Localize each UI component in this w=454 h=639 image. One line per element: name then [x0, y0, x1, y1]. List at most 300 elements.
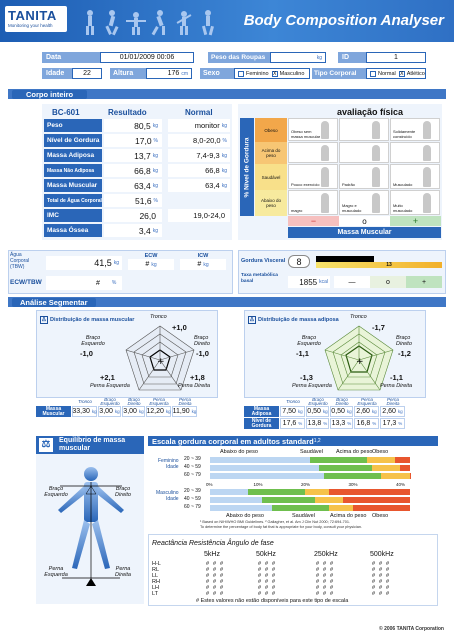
- adiposa-table-unit: %: [298, 421, 303, 426]
- corpo-row-unit: %: [153, 137, 158, 144]
- muscular-table-cell: [72, 406, 97, 417]
- corpo-row-unit: kg: [152, 152, 158, 159]
- reactancia-hash: #: [386, 585, 390, 591]
- ecw-tbw-unit: %: [111, 280, 117, 286]
- escala-age-range: 40 ~ 59: [184, 464, 201, 470]
- muscular-table-value: 12,20: [146, 408, 164, 415]
- corpo-row-value: [104, 224, 162, 237]
- tipo-normal-checkbox[interactable]: [370, 71, 376, 77]
- avaliacao-axis-box: [240, 118, 254, 216]
- altura-value-box: [146, 68, 192, 79]
- person-figure-icon: [321, 167, 329, 187]
- reactancia-hash: #: [330, 561, 334, 567]
- corpo-row-value: [104, 134, 162, 147]
- reactancia-hash: #: [213, 585, 217, 591]
- avaliacao-minus-cell: [288, 216, 339, 226]
- escala-tick: 0%: [206, 482, 213, 487]
- corpo-row-unit: kg: [152, 122, 158, 129]
- adiposa-table-cell: [354, 418, 379, 429]
- adiposa-table-unit: %: [398, 421, 403, 426]
- adiposa-table-cell: [380, 406, 405, 417]
- corpo-row-value: [104, 209, 162, 222]
- body-figure-icon: [48, 460, 134, 600]
- agua-unit: kg: [113, 260, 119, 266]
- adiposa-table-unit: %: [372, 421, 377, 426]
- reactancia-hash: #: [372, 579, 376, 585]
- reactancia-hash: #: [330, 573, 334, 579]
- corpo-row-normal-text: 63,4: [205, 181, 220, 190]
- muscular-table-unit: kg: [165, 409, 171, 414]
- adiposa-table-cell: [280, 418, 305, 429]
- corpo-row-value-text: 80,5: [134, 120, 151, 131]
- escala-tick: 40%: [396, 482, 406, 487]
- reactancia-hash: #: [213, 591, 217, 597]
- visceral-scale-end: 13: [386, 262, 392, 268]
- metab-plus-cell: [406, 276, 442, 288]
- normal-header: Normal: [185, 107, 213, 117]
- reactancia-hash: #: [220, 567, 224, 573]
- escala-masculino-bar: [210, 489, 400, 495]
- escala-bottom-header: Saudável: [292, 513, 315, 519]
- reactancia-hash: #: [206, 561, 210, 567]
- idade-value: 22: [72, 68, 102, 79]
- muscular-table-value: 11,90: [172, 408, 190, 415]
- ecw-tbw-value: #: [96, 279, 100, 287]
- corpo-row-unit: kg: [152, 167, 158, 174]
- avaliacao-cell-text: magro: [291, 207, 303, 213]
- reactancia-hash: #: [316, 567, 320, 573]
- adiposa-table-cell: [306, 418, 329, 429]
- reactancia-hash: #: [258, 591, 262, 597]
- reactancia-hash: #: [265, 579, 269, 585]
- reactancia-hash: #: [316, 573, 320, 579]
- reactancia-hash: #: [272, 567, 276, 573]
- corpo-row-label: Massa Muscular: [44, 179, 102, 192]
- avaliacao-cell-text: Muito musculado: [393, 203, 413, 213]
- muscular-table-row-label: Massa Muscular: [36, 406, 71, 417]
- corpo-row-value: [104, 194, 162, 207]
- peso-roupas-label: Peso das Roupas: [208, 52, 270, 63]
- corpo-row-label: Nível de Gordura: [44, 134, 102, 147]
- corpo-row-value-text: 66,8: [134, 165, 151, 176]
- reactancia-row-label: LL: [152, 573, 159, 579]
- brand-name: TANITA: [8, 8, 57, 23]
- muscular-title-icon: ♙: [41, 316, 47, 323]
- adiposa-title-text: Distribuição de massa adiposa: [258, 316, 339, 323]
- person-figure-icon: [423, 167, 431, 187]
- adiposa-bd-label: Braço Direito: [396, 335, 412, 347]
- muscular-table-cell: [146, 406, 171, 417]
- corpo-row-value-text: 63,4: [134, 180, 151, 191]
- ecw-value: #: [145, 261, 150, 268]
- person-figure-icon: [372, 121, 380, 139]
- escala-age-range: 40 ~ 59: [184, 496, 201, 502]
- escala-bottom-header: Obeso: [372, 513, 389, 519]
- reactancia-hash: #: [323, 579, 327, 585]
- avaliacao-cell: [390, 118, 440, 141]
- equilibrio-title: Equilíbrio de massa muscular: [59, 437, 126, 452]
- adiposa-table-value: 13,3: [331, 420, 346, 427]
- adiposa-table-unit: kg: [297, 409, 303, 414]
- model-label: BC-601: [52, 107, 80, 117]
- reactancia-hash: #: [386, 573, 390, 579]
- reactancia-title: Reactância Resistência Ângulo de fase: [152, 540, 274, 547]
- person-figure-icon: [423, 193, 431, 213]
- muscular-pe-label: Perna Esquerda: [90, 383, 130, 389]
- avaliacao-cell-text: Padrão: [342, 181, 355, 187]
- corpo-row-normal: [168, 164, 230, 177]
- muscular-table-cell: [122, 406, 145, 417]
- reactancia-hash: #: [220, 573, 224, 579]
- altura-value: 176: [167, 70, 180, 77]
- adiposa-table-value: 17,6: [282, 420, 297, 427]
- avaliacao-row-label: Obeso: [255, 118, 287, 142]
- adiposa-be-value: -1,1: [296, 349, 309, 358]
- muscular-table-col-header: Perna Esquerda: [146, 398, 172, 406]
- corpo-row-value-text: 13,7: [134, 150, 151, 161]
- muscular-table-value: 3,00: [99, 408, 113, 415]
- equilibrio-bd-label: Braço Direito: [115, 486, 131, 498]
- adiposa-table-unit: kg: [322, 409, 328, 414]
- adiposa-be-label: Braço Esquerdo: [297, 335, 321, 347]
- escala-header: [148, 436, 438, 446]
- page-title: Body Composition Analyser: [243, 12, 444, 29]
- avaliacao-plus-cell: [390, 216, 441, 226]
- adiposa-pd-label: Perna Direita: [380, 383, 413, 389]
- adiposa-table-value: 2,60: [382, 408, 396, 415]
- reactancia-hash: #: [330, 579, 334, 585]
- corpo-row-normal: [168, 209, 230, 222]
- muscular-table-cell: [172, 406, 197, 417]
- muscular-title-text: Distribuição de massa muscular: [50, 316, 135, 323]
- escala-top-header: Acima do peso: [336, 449, 373, 455]
- person-figure-icon: [372, 193, 380, 213]
- ecw-unit: kg: [151, 261, 157, 268]
- avaliacao-cell: [339, 164, 389, 189]
- tipo-atletico-label: Atlético: [406, 70, 425, 77]
- adiposa-table-value: 2,60: [356, 408, 370, 415]
- metab-value-box: [288, 276, 330, 288]
- visceral-label: Gordura Visceral: [241, 258, 286, 264]
- reactancia-row-label: LT: [152, 591, 159, 597]
- escala-feminino-bar: [210, 473, 400, 479]
- altura-unit: cm: [181, 70, 188, 77]
- corpo-row-value: [104, 164, 162, 177]
- scale-icon: ⚖: [39, 438, 53, 452]
- avaliacao-plus: +: [412, 216, 419, 226]
- escala-masculino-bar-segment: [343, 497, 410, 503]
- avaliacao-cell: [390, 164, 440, 189]
- reactancia-hash: #: [316, 561, 320, 567]
- escala-feminino-bar-segment: [210, 473, 324, 479]
- muscular-table-cell: [98, 406, 121, 417]
- visceral-value: 8: [288, 255, 310, 268]
- corpo-row-normal-unit: kg: [221, 122, 227, 129]
- corpo-inteiro-section-header: [8, 89, 446, 99]
- reactancia-hash: #: [323, 573, 327, 579]
- adiposa-table-cell: [306, 406, 329, 417]
- escala-masculino-bar-segment: [248, 489, 305, 495]
- person-figure-icon: [321, 193, 329, 213]
- avaliacao-cell: [390, 142, 440, 163]
- escala-masculino-label: Masculino: [156, 490, 179, 496]
- reactancia-note: # Estes valores não estão disponíveis para este tipo de escala: [196, 598, 349, 604]
- corpo-row-normal-unit: %: [222, 137, 227, 144]
- adiposa-pe-label: Perna Esquerda: [292, 383, 332, 389]
- tipo-normal-label: Normal: [378, 70, 396, 77]
- reactancia-hash: #: [323, 561, 327, 567]
- tipo-corporal-options: [366, 68, 426, 79]
- reactancia-hash: #: [272, 585, 276, 591]
- equilibrio-pd-label: Perna Direita: [115, 566, 131, 578]
- escala-feminino-bar-segment: [319, 465, 371, 471]
- reactancia-hash: #: [330, 591, 334, 597]
- reactancia-hash: #: [220, 579, 224, 585]
- reactancia-hash: #: [316, 591, 320, 597]
- corpo-row-normal-text: 7,4-9,3: [196, 151, 220, 160]
- escala-age-range: 60 ~ 79: [184, 504, 201, 510]
- reactancia-hash: #: [258, 585, 262, 591]
- reactancia-hash: #: [379, 585, 383, 591]
- escala-bottom-header: Acima do peso: [330, 513, 367, 519]
- sexo-masculino-checkbox[interactable]: X: [272, 70, 277, 77]
- corpo-inteiro-title: Corpo inteiro: [12, 90, 87, 99]
- ecw-tbw-value-box: [46, 276, 122, 290]
- corpo-row-normal: [168, 119, 230, 132]
- adiposa-title-icon: ♙: [249, 316, 255, 323]
- escala-masculino-bar-segment: [315, 497, 344, 503]
- reactancia-hash: #: [379, 591, 383, 597]
- adiposa-table-col-header: Braço Direito: [330, 398, 354, 406]
- person-figure-icon: [321, 145, 329, 161]
- adiposa-table-row-label: Nível de Gordura: [244, 418, 279, 429]
- reactancia-hash: #: [206, 585, 210, 591]
- escala-masculino-bar-segment: [210, 505, 272, 511]
- sexo-masculino-label: Masculino: [279, 70, 305, 77]
- adiposa-table-value: 16,8: [356, 420, 371, 427]
- escala-feminino-bar-segment: [410, 473, 411, 479]
- massa-muscular-axis-label: Massa Muscular: [288, 227, 441, 238]
- muscular-pd-value: +1,8: [190, 373, 205, 382]
- sexo-feminino-checkbox[interactable]: [238, 71, 244, 77]
- muscular-be-value: -1,0: [80, 349, 93, 358]
- avaliacao-cell: [288, 118, 338, 141]
- avaliacao-cell: [339, 118, 389, 141]
- corpo-row-normal-text: 8,0-20,0: [193, 136, 221, 145]
- adiposa-table-unit: kg: [371, 409, 377, 414]
- escala-masculino-bar-segment: [210, 497, 262, 503]
- muscular-table-col-header: Perna Direita: [172, 398, 198, 406]
- reactancia-hash: #: [220, 591, 224, 597]
- data-label: Data: [42, 52, 100, 63]
- tipo-corporal-label: Tipo Corporal: [312, 68, 366, 79]
- escala-masculino-bar-segment: [272, 505, 329, 511]
- escala-feminino-bar-segment: [210, 457, 310, 463]
- corpo-row-normal-text: 66,8: [205, 166, 220, 175]
- corpo-row-value: [104, 179, 162, 192]
- muscular-table-col-header: Braço Esquerdo: [98, 398, 122, 406]
- corpo-row-value-text: 26,0: [139, 210, 156, 221]
- adiposa-table-cell: [280, 406, 305, 417]
- ecw-label: ECW: [144, 252, 158, 259]
- escala-age-range: 60 ~ 79: [184, 472, 201, 478]
- escala-note-2: To determine the percentage of body fat that is appropriate for your body, consult your physician.: [200, 525, 363, 529]
- corpo-row-value-text: 17,0: [135, 135, 152, 146]
- reactancia-hash: #: [379, 579, 383, 585]
- adiposa-table-value: 0,50: [307, 408, 321, 415]
- person-figure-icon: [372, 167, 380, 187]
- escala-tick: 10%: [253, 482, 263, 487]
- adiposa-table-row-label: Massa Adiposa: [244, 406, 279, 417]
- escala-tick: 30%: [348, 482, 358, 487]
- avaliacao-title: avaliação física: [336, 106, 404, 117]
- avaliacao-circle: o: [362, 216, 367, 226]
- reactancia-hash: #: [372, 567, 376, 573]
- agua-value: 41,5: [94, 258, 112, 268]
- adiposa-tronco-value: -1,7: [372, 323, 385, 332]
- sexo-feminino-label: Feminino: [246, 70, 269, 77]
- corpo-row-label: Massa Não Adiposa: [44, 164, 102, 177]
- muscular-table-col-header: Braço Direito: [122, 398, 146, 406]
- muscular-tronco-value: +1,0: [172, 323, 187, 332]
- peso-roupas-unit: kg: [316, 54, 322, 61]
- idade-label: Idade: [42, 68, 72, 79]
- escala-top-header: Abaixo do peso: [220, 449, 258, 455]
- icw-label: ICW: [197, 252, 209, 259]
- muscular-table-unit: kg: [138, 409, 144, 414]
- tipo-atletico-checkbox[interactable]: X: [400, 70, 404, 77]
- metab-plus: +: [421, 278, 427, 286]
- corpo-row-value-text: 51,6: [135, 195, 152, 206]
- adiposa-table-unit: %: [323, 421, 328, 426]
- muscular-be-label: Braço Esquerdo: [81, 335, 105, 347]
- segmentar-section-header: [8, 297, 446, 307]
- adiposa-table-cell: [330, 418, 353, 429]
- adiposa-pd-value: -1,1: [390, 373, 403, 382]
- escala-masculino-bar: [210, 505, 400, 511]
- avaliacao-axis-label: % Nível de Gordura: [243, 137, 251, 197]
- muscular-table-unit: kg: [114, 409, 120, 414]
- muscular-bd-label: Braço Direito: [194, 335, 210, 347]
- reactancia-hash: #: [206, 573, 210, 579]
- reactancia-hash: #: [379, 561, 383, 567]
- corpo-row-normal: [168, 134, 230, 147]
- brand-logo: [5, 6, 67, 32]
- escala-feminino-idade: Idade: [166, 464, 179, 470]
- avaliacao-row-label: Abaixo do peso: [255, 190, 287, 216]
- metab-minus-cell: [334, 276, 370, 288]
- reactancia-hash: #: [372, 591, 376, 597]
- visceral-scale: [316, 256, 442, 268]
- corpo-row-label: Massa Óssea: [44, 224, 102, 237]
- reactancia-hash: #: [330, 585, 334, 591]
- reactancia-hash: #: [386, 561, 390, 567]
- corpo-row-label: Total de Água Corporal: [44, 194, 102, 207]
- corpo-row-normal-text: monitor: [194, 121, 220, 130]
- reactancia-hash: #: [265, 561, 269, 567]
- reactancia-hash: #: [272, 561, 276, 567]
- escala-feminino-bar-segment: [210, 465, 319, 471]
- corpo-row-unit: kg: [152, 182, 158, 189]
- escala-feminino-bar-segment: [372, 465, 401, 471]
- escala-feminino-bar-segment: [367, 457, 396, 463]
- escala-masculino-bar: [210, 497, 400, 503]
- metab-value: 1855: [299, 277, 318, 287]
- resultado-header: Resultado: [108, 107, 147, 117]
- reactancia-row-label: RL: [152, 567, 160, 573]
- data-value: 01/01/2009 00:06: [100, 52, 194, 63]
- person-figure-icon: [321, 121, 329, 139]
- adiposa-table-value: 7,50: [282, 408, 296, 415]
- sexo-label: Sexo: [200, 68, 234, 79]
- reactancia-hash: #: [206, 567, 210, 573]
- escala-feminino-bar-segment: [381, 473, 410, 479]
- corpo-row-label: IMC: [44, 209, 102, 222]
- reactancia-hash: #: [206, 579, 210, 585]
- reactancia-freq-header: 5kHz: [204, 551, 220, 558]
- muscular-pd-label: Perna Direita: [178, 383, 211, 389]
- reactancia-hash: #: [220, 561, 224, 567]
- reactancia-hash: #: [258, 561, 262, 567]
- adiposa-table-value: 13,8: [307, 420, 322, 427]
- escala-title-sup: 1,2: [313, 438, 321, 444]
- muscular-table-value: 3,00: [123, 408, 137, 415]
- reactancia-hash: #: [323, 567, 327, 573]
- reactancia-hash: #: [330, 567, 334, 573]
- escala-age-range: 20 ~ 39: [184, 456, 201, 462]
- metab-circle: o: [386, 278, 390, 286]
- adiposa-table-col-header: Perna Esquerda: [354, 398, 380, 406]
- icw-unit: kg: [203, 261, 209, 268]
- reactancia-hash: #: [386, 579, 390, 585]
- person-figure-icon: [372, 145, 380, 161]
- avaliacao-cell: [339, 142, 389, 163]
- corpo-row-unit: kg: [152, 227, 158, 234]
- adiposa-table-col-header: Perna Direita: [380, 398, 406, 406]
- avaliacao-cell: [288, 190, 338, 215]
- adiposa-table-unit: %: [347, 421, 352, 426]
- adiposa-table-unit: kg: [346, 409, 352, 414]
- avaliacao-row-label: Acima do peso: [255, 142, 287, 164]
- reactancia-hash: #: [386, 567, 390, 573]
- escala-masculino-idade: Idade: [166, 496, 179, 502]
- reactancia-hash: #: [258, 567, 262, 573]
- reactancia-hash: #: [213, 579, 217, 585]
- reactancia-hash: #: [372, 585, 376, 591]
- metab-minus: —: [348, 278, 356, 286]
- metab-unit: kcal: [319, 279, 328, 285]
- reactancia-hash: #: [272, 573, 276, 579]
- corpo-row-label: Massa Adiposa: [44, 149, 102, 162]
- muscular-table-col-header: Tronco: [72, 398, 98, 406]
- adiposa-table-col-header: Braço Esquerdo: [306, 398, 330, 406]
- ecw-value-box: [128, 259, 174, 270]
- peso-roupas-value: [270, 52, 326, 63]
- reactancia-hash: #: [265, 585, 269, 591]
- escala-feminino-bar-segment: [395, 457, 410, 463]
- equilibrio-pe-label: Perna Esquerda: [44, 566, 68, 578]
- avaliacao-cell-text: Obeso sem massa muscular: [291, 129, 321, 139]
- escala-bottom-header: Abaixo do peso: [226, 513, 264, 519]
- avaliacao-minus: −: [310, 216, 317, 226]
- escala-masculino-bar-segment: [329, 489, 410, 495]
- icw-value: #: [197, 261, 202, 268]
- adiposa-table-cell: [354, 406, 379, 417]
- escala-feminino-bar-segment: [324, 473, 381, 479]
- agua-value-box: [46, 256, 122, 270]
- reactancia-hash: #: [213, 567, 217, 573]
- avaliacao-cell: [339, 190, 389, 215]
